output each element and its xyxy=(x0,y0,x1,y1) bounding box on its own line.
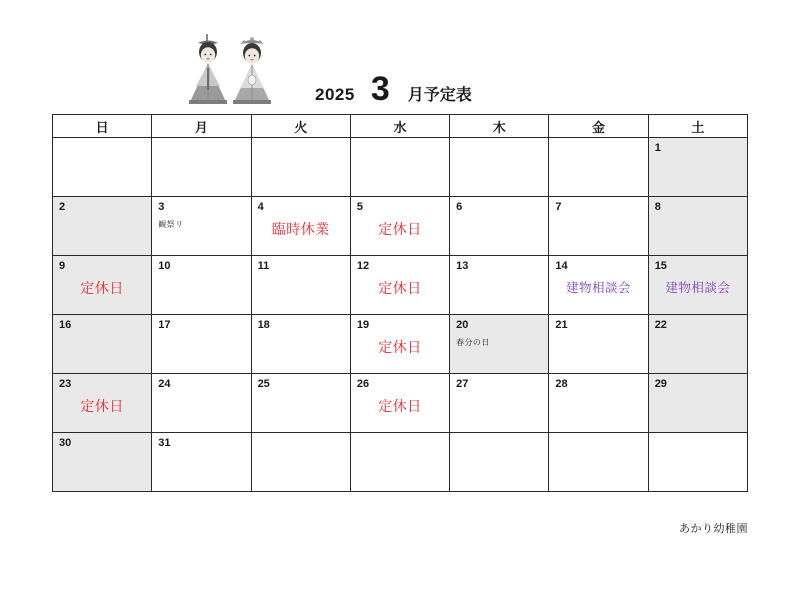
calendar-day-cell[interactable] xyxy=(251,256,350,315)
calendar-day-cell[interactable] xyxy=(53,433,152,492)
calendar-day-cell[interactable] xyxy=(350,256,449,315)
weekday-header-sat: 土 xyxy=(648,115,747,138)
calendar-empty-cell xyxy=(648,433,747,492)
day-number: 26 xyxy=(356,378,370,390)
calendar-day-cell[interactable] xyxy=(648,374,747,433)
weekday-header-thu: 木 xyxy=(450,115,549,138)
calendar-day-cell[interactable] xyxy=(350,315,449,374)
day-number: 2 xyxy=(59,201,66,213)
footer-organization: あかり幼稚園 xyxy=(679,523,748,535)
day-number: 31 xyxy=(158,437,171,449)
calendar-day-cell[interactable] xyxy=(549,374,648,433)
calendar-day-cell[interactable] xyxy=(450,256,549,315)
calendar-day-cell[interactable] xyxy=(152,197,251,256)
calendar-week-row xyxy=(53,315,748,374)
day-number: 12 xyxy=(356,260,370,272)
calendar-empty-cell xyxy=(450,138,549,197)
day-number: 3 xyxy=(158,201,165,213)
calendar-day-cell[interactable] xyxy=(53,197,152,256)
day-number: 23 xyxy=(59,378,72,390)
calendar-table xyxy=(52,114,748,492)
day-number: 24 xyxy=(158,378,171,390)
calendar-day-cell[interactable] xyxy=(450,197,549,256)
day-number: 4 xyxy=(257,201,264,213)
day-number: 11 xyxy=(257,260,270,272)
title-month: 3 xyxy=(370,70,390,108)
calendar-day-cell[interactable] xyxy=(152,256,251,315)
calendar-day-cell[interactable] xyxy=(53,315,152,374)
day-event-label: 定休日 xyxy=(80,280,124,296)
day-number: 1 xyxy=(654,142,661,154)
weekday-header-sun: 日 xyxy=(53,115,152,138)
calendar-empty-cell xyxy=(350,433,449,492)
day-event-label: 定休日 xyxy=(378,339,422,355)
day-number: 5 xyxy=(356,201,363,213)
day-note: 観祭リ xyxy=(158,220,184,229)
calendar-day-cell[interactable] xyxy=(251,374,350,433)
day-number: 13 xyxy=(456,260,469,272)
calendar-empty-cell xyxy=(549,138,648,197)
hina-dolls-illustration xyxy=(178,30,298,116)
day-event-label: 定休日 xyxy=(80,398,124,414)
calendar-day-cell[interactable] xyxy=(549,256,648,315)
day-number: 9 xyxy=(59,260,66,272)
day-number: 22 xyxy=(654,319,667,331)
day-number: 21 xyxy=(555,319,568,331)
calendar-day-cell[interactable] xyxy=(350,374,449,433)
calendar-day-cell[interactable] xyxy=(648,256,747,315)
calendar-day-cell[interactable] xyxy=(350,197,449,256)
calendar-day-cell[interactable] xyxy=(450,315,549,374)
calendar-empty-cell xyxy=(251,433,350,492)
day-number: 19 xyxy=(356,319,370,331)
day-event-label: 定休日 xyxy=(378,221,422,237)
day-number: 20 xyxy=(456,319,469,331)
day-number: 8 xyxy=(654,201,661,213)
weekday-header-tue: 火 xyxy=(251,115,350,138)
calendar-day-cell[interactable] xyxy=(251,315,350,374)
day-event-label: 定休日 xyxy=(378,280,422,296)
calendar-week-row xyxy=(53,197,748,256)
day-number: 28 xyxy=(555,378,568,390)
calendar-day-cell[interactable] xyxy=(152,374,251,433)
title-suffix: 月予定表 xyxy=(407,87,472,104)
day-number: 6 xyxy=(456,201,463,213)
day-number: 14 xyxy=(555,260,568,272)
calendar-empty-cell xyxy=(251,138,350,197)
day-event-label: 定休日 xyxy=(378,398,422,414)
calendar-day-cell[interactable] xyxy=(648,138,747,197)
day-number: 16 xyxy=(59,319,72,331)
calendar-empty-cell xyxy=(450,433,549,492)
day-number: 17 xyxy=(158,319,171,331)
calendar-day-cell[interactable] xyxy=(450,374,549,433)
calendar-week-row xyxy=(53,256,748,315)
calendar-day-cell[interactable] xyxy=(53,374,152,433)
day-event-label: 建物相談会 xyxy=(566,281,632,295)
calendar-empty-cell xyxy=(350,138,449,197)
calendar-day-cell[interactable] xyxy=(549,197,648,256)
day-number: 15 xyxy=(654,260,667,272)
calendar-day-cell[interactable] xyxy=(152,433,251,492)
calendar-day-cell[interactable] xyxy=(648,197,747,256)
calendar-day-cell[interactable] xyxy=(251,197,350,256)
weekday-header-row xyxy=(53,115,748,138)
calendar-day-cell[interactable] xyxy=(549,315,648,374)
title-year: 2025 xyxy=(315,85,355,104)
calendar-day-cell[interactable] xyxy=(152,315,251,374)
weekday-header-mon: 月 xyxy=(152,115,251,138)
day-number: 27 xyxy=(456,378,469,390)
calendar-day-cell[interactable] xyxy=(648,315,747,374)
calendar-week-row xyxy=(53,433,748,492)
day-number: 7 xyxy=(555,201,562,213)
calendar-empty-cell xyxy=(549,433,648,492)
day-number: 25 xyxy=(257,378,270,390)
calendar-day-cell[interactable] xyxy=(53,256,152,315)
page-title xyxy=(315,72,472,106)
weekday-header-wed: 水 xyxy=(350,115,449,138)
page-header xyxy=(0,14,800,114)
weekday-header-fri: 金 xyxy=(549,115,648,138)
day-event-label: 臨時休業 xyxy=(271,221,330,237)
day-number: 18 xyxy=(257,319,270,331)
day-note: 春分の日 xyxy=(456,338,490,347)
day-number: 29 xyxy=(654,378,667,390)
calendar-week-row xyxy=(53,374,748,433)
calendar-empty-cell xyxy=(53,138,152,197)
calendar-empty-cell xyxy=(152,138,251,197)
day-event-label: 建物相談会 xyxy=(665,281,731,295)
calendar-week-row xyxy=(53,138,748,197)
day-number: 10 xyxy=(158,260,171,272)
day-number: 30 xyxy=(59,437,72,449)
